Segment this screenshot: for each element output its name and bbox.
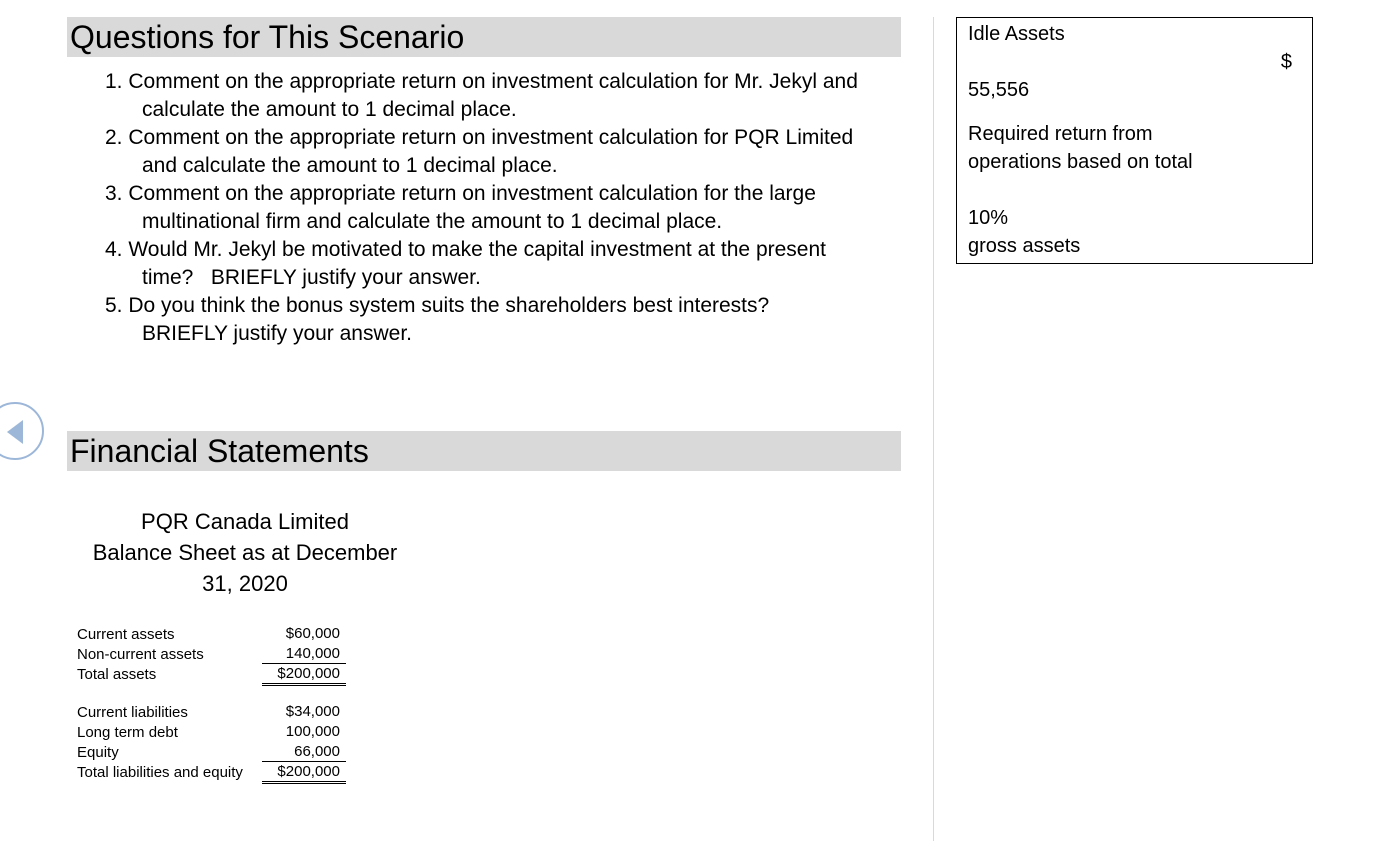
row-value: $200,000: [262, 763, 346, 784]
table-row: [77, 703, 367, 723]
question-number: 2.: [105, 126, 123, 149]
question-number: 3.: [105, 182, 123, 205]
idle-assets-panel: [956, 17, 1313, 264]
row-value: $60,000: [285, 625, 340, 642]
row-value: 66,000: [262, 743, 346, 762]
question-text: Do you think the bonus system suits the shareholders best interests?: [128, 294, 770, 317]
questions-header: Questions for This Scenario: [67, 17, 901, 57]
vertical-divider: [933, 17, 934, 841]
row-label: Total liabilities and equity: [77, 764, 243, 781]
required-return-label: Required return from: [968, 123, 1153, 145]
table-row: [77, 723, 367, 743]
idle-assets-value: 55,556: [968, 79, 1030, 101]
row-label: Total assets: [77, 666, 157, 683]
table-row: [77, 625, 367, 645]
row-label: Equity: [77, 744, 119, 761]
question-text: Comment on the appropriate return on investment calculation for the large: [128, 182, 816, 205]
currency-symbol: $: [1280, 51, 1292, 73]
statement-date: 31, 2020: [202, 571, 288, 596]
question-text-cont: multinational firm and calculate the amount to 1 decimal place.: [142, 210, 723, 233]
row-value: 140,000: [262, 645, 346, 664]
question-item: [105, 68, 898, 124]
back-arrow-icon: [7, 420, 23, 444]
row-label: Current assets: [77, 626, 175, 643]
row-label: Long term debt: [77, 724, 178, 741]
idle-assets-label: Idle Assets: [968, 23, 1065, 45]
company-name: PQR Canada Limited: [141, 509, 349, 534]
question-number: 1.: [105, 70, 123, 93]
table-row: [77, 763, 367, 783]
question-text-cont: BRIEFLY justify your answer.: [142, 322, 412, 345]
question-item: [105, 180, 898, 236]
question-item: [105, 236, 898, 292]
table-row: [77, 645, 367, 665]
question-text: Comment on the appropriate return on investment calculation for PQR Limited: [128, 126, 854, 149]
required-return-label-cont: operations based on total: [968, 151, 1193, 173]
questions-list: [105, 68, 898, 348]
question-number: 5.: [105, 294, 123, 317]
question-text: Would Mr. Jekyl be motivated to make the capital investment at the present: [128, 238, 826, 261]
table-row: [77, 665, 367, 685]
financial-statements-header: Financial Statements: [67, 431, 901, 471]
table-row: [77, 743, 367, 763]
question-text-cont: time? BRIEFLY justify your answer.: [142, 266, 481, 289]
row-value: $200,000: [262, 665, 346, 686]
row-value: $34,000: [285, 703, 340, 720]
question-text: Comment on the appropriate return on investment calculation for Mr. Jekyl and: [128, 70, 858, 93]
assets-table: [77, 625, 367, 685]
row-value: 100,000: [285, 723, 340, 740]
question-text-cont: calculate the amount to 1 decimal place.: [142, 98, 517, 121]
question-item: [105, 124, 898, 180]
statement-title: Balance Sheet as at December: [92, 540, 398, 565]
question-item: [105, 292, 898, 348]
gross-assets-label: gross assets: [968, 235, 1081, 257]
question-number: 4.: [105, 238, 123, 261]
row-label: Current liabilities: [77, 704, 188, 721]
balance-sheet-title: [70, 506, 420, 599]
question-text-cont: and calculate the amount to 1 decimal place.: [142, 154, 558, 177]
back-button[interactable]: [0, 402, 44, 460]
liabilities-table: [77, 703, 367, 783]
row-label: Non-current assets: [77, 646, 204, 663]
required-return-value: 10%: [968, 207, 1009, 229]
